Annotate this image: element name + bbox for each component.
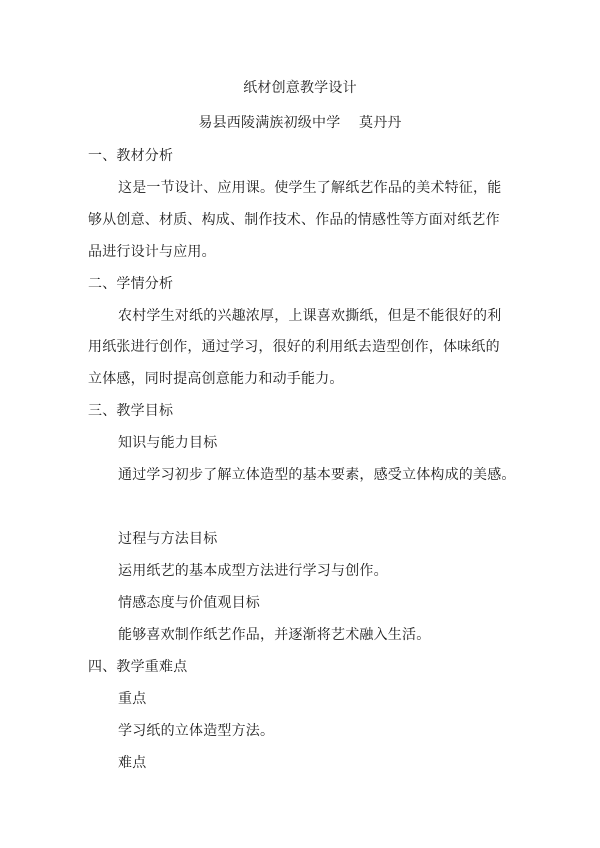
paragraph-line: 这是一节设计、应用课。使学生了解纸艺作品的美术特征，能 xyxy=(118,180,502,196)
goal-label-attitude: 情感态度与价值观目标 xyxy=(118,595,260,611)
document-byline: 易县西陵满族初级中学 莫丹丹 xyxy=(198,115,402,131)
paragraph-line: 够从创意、材质、构成、制作技术、作品的情感性等方面对纸艺作 xyxy=(88,212,500,228)
goal-text-attitude: 能够喜欢制作纸艺作品，并逐渐将艺术融入生活。 xyxy=(118,627,431,643)
paragraph-line: 农村学生对纸的兴趣浓厚，上课喜欢撕纸，但是不能很好的利 xyxy=(118,308,502,324)
goal-label-knowledge: 知识与能力目标 xyxy=(118,435,218,451)
goal-label-process: 过程与方法目标 xyxy=(118,531,218,547)
goal-text-process: 运用纸艺的基本成型方法进行学习与创作。 xyxy=(118,563,388,579)
paragraph-line: 立体感，同时提高创意能力和动手能力。 xyxy=(88,371,344,387)
difficulty-label: 难点 xyxy=(118,755,147,771)
section-heading-key-points: 四、教学重难点 xyxy=(88,659,188,675)
section-heading-teaching-goals: 三、教学目标 xyxy=(88,403,174,419)
paragraph-line: 用纸张进行创作，通过学习，很好的利用纸去造型创作，体味纸的 xyxy=(88,339,500,355)
section-heading-student-analysis: 二、学情分析 xyxy=(88,276,174,292)
goal-text-knowledge: 通过学习初步了解立体造型的基本要素，感受立体构成的美感。 xyxy=(118,467,516,483)
key-point-text: 学习纸的立体造型方法。 xyxy=(118,723,275,739)
paragraph-line: 品进行设计与应用。 xyxy=(88,244,216,260)
document-title: 纸材创意教学设计 xyxy=(243,80,357,96)
section-heading-textbook-analysis: 一、教材分析 xyxy=(88,148,174,164)
key-point-label: 重点 xyxy=(118,691,147,707)
